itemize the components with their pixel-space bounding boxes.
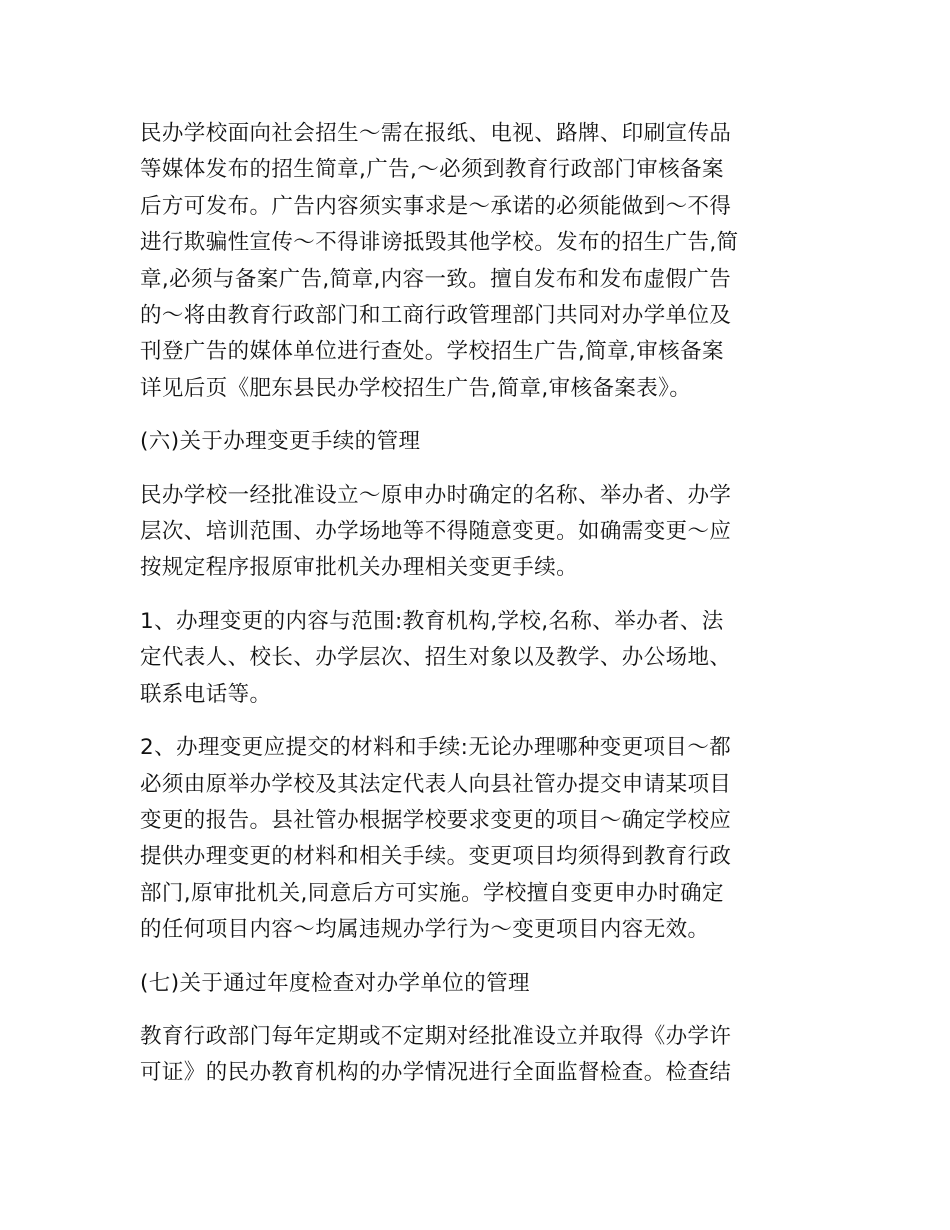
- text-line: 提供办理变更的材料和相关手续。变更项目均须得到教育行政: [140, 844, 732, 870]
- text-line: 变更的报告。县社管办根据学校要求变更的项目～确定学校应: [140, 807, 732, 833]
- text-line: 1、办理变更的内容与范围:教育机构,学校,名称、举办者、法: [140, 608, 724, 634]
- text-line: 刊登广告的媒体单位进行查处。学校招生广告,简章,审核备案: [140, 339, 724, 365]
- paragraph-change-materials: [140, 730, 805, 948]
- paragraph-annual-inspection: [140, 1019, 805, 1092]
- text-line: 的～将由教育行政部门和工商行政管理部门共同对办学单位及: [140, 303, 732, 329]
- text-line: 层次、培训范围、办学场地等不得随意变更。如确需变更～应: [140, 519, 732, 545]
- text-line: 民办学校面向社会招生～需在报纸、电视、路牌、印刷宣传品: [140, 121, 732, 146]
- text-line: 等媒体发布的招生简章,广告,～必须到教育行政部门审核备案: [140, 157, 724, 183]
- text-line: 按规定程序报原审批机关办理相关变更手续。: [140, 555, 579, 581]
- text-line: 部门,原审批机关,同意后方可实施。学校擅自变更申办时确定: [140, 880, 724, 906]
- text-line: 教育行政部门每年定期或不定期对经批准设立并取得《办学许: [140, 1023, 732, 1049]
- text-line: 可证》的民办教育机构的办学情况进行全面监督检查。检查结: [140, 1060, 732, 1086]
- text-line: 详见后页《肥东县民办学校招生广告,简章,审核备案表》。: [140, 375, 692, 401]
- document-page: [140, 116, 805, 1109]
- text-line: 2、办理变更应提交的材料和手续:无论办理哪种变更项目～都: [140, 735, 732, 761]
- section-heading-seven: [140, 966, 805, 1002]
- section-heading-six: [140, 424, 805, 460]
- paragraph-advertising-rules: [140, 116, 805, 407]
- heading-text: (六)关于办理变更手续的管理: [140, 429, 421, 455]
- text-line: 必须由原举办学校及其法定代表人向县社管办提交申请某项目: [140, 771, 732, 797]
- text-line: 民办学校一经批准设立～原申办时确定的名称、举办者、办学: [140, 482, 732, 508]
- text-line: 进行欺骗性宣传～不得诽谤抵毁其他学校。发布的招生广告,简: [140, 230, 739, 256]
- heading-text: (七)关于通过年度检查对办学单位的管理: [140, 970, 530, 996]
- text-line: 联系电话等。: [140, 681, 272, 707]
- text-line: 章,必须与备案广告,简章,内容一致。擅自发布和发布虚假广告: [140, 266, 732, 292]
- text-line: 的任何项目内容～均属违规办学行为～变更项目内容无效。: [140, 917, 710, 943]
- paragraph-change-scope: [140, 604, 805, 713]
- text-line: 定代表人、校长、办学层次、招生对象以及教学、办公场地、: [140, 645, 732, 671]
- text-line: 后方可发布。广告内容须实事求是～承诺的必须能做到～不得: [140, 193, 732, 219]
- paragraph-change-intro: [140, 478, 805, 587]
